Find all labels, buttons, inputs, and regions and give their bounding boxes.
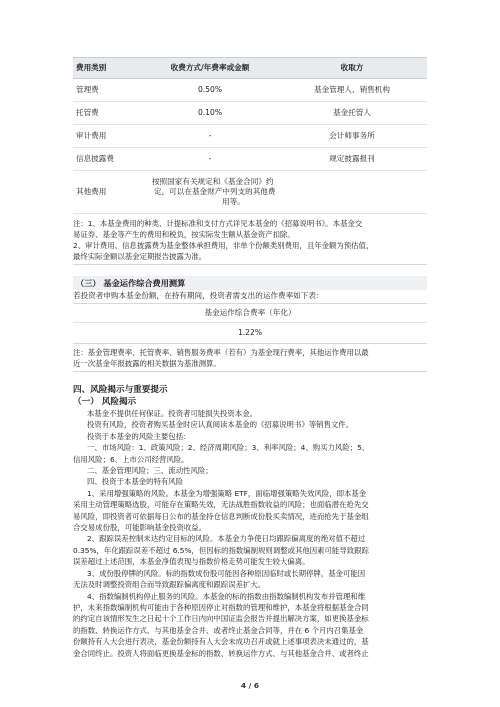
risk-text-line: 投资有风险，投资者购买基金时应认真阅读本基金的《招募说明书》等销售文件。 bbox=[87, 420, 354, 430]
risk-text-line: 的约定自该情形发生之日起十个工作日内向中国证监会报告并提出解决方案，如更换基金标 bbox=[73, 614, 369, 624]
risk-paragraph bbox=[73, 419, 427, 430]
risk-section-title: 四、风险揭示与重要提示 bbox=[73, 385, 168, 395]
risk-paragraph bbox=[73, 488, 427, 534]
risk-paragraph bbox=[73, 442, 427, 465]
risk-paragraph bbox=[73, 476, 427, 487]
ofc-notes bbox=[73, 347, 427, 372]
note-line: 2、审计费用、信息披露费为基金整体承担费用，非单个份额类别费用，且年金额为预估值， bbox=[73, 241, 374, 250]
fee-table-notes bbox=[73, 218, 427, 265]
risk-subsection-title: （一） 风险揭示 bbox=[73, 397, 137, 407]
risk-text-line: 份额持有人大会进行表决，基金份额持有人大会未成功召开或就上述事项表决未通过的，基 bbox=[73, 637, 369, 647]
risk-text-line: 误差超过上述范围，本基金净值表现与指数价格走势可能发生较大偏离。 bbox=[73, 557, 310, 567]
fee-rate-cell: - bbox=[143, 125, 277, 148]
page-number: 4 / 6 bbox=[240, 681, 260, 690]
note-line: 易证券、基金等产生的费用和税负，按实际发生额从基金资产扣除。 bbox=[73, 230, 295, 239]
risk-text-line: 本基金不提供任何保证。投资者可能损失投资本金。 bbox=[87, 409, 257, 418]
risk-paragraph bbox=[73, 568, 427, 591]
fee-recipient-cell: 规定披露报刊 bbox=[277, 148, 427, 171]
fee-category-cell: 信息披露费 bbox=[73, 148, 143, 171]
table-row bbox=[73, 102, 427, 125]
risk-paragraph bbox=[73, 408, 427, 419]
other-fee-desc-line: 按照国家有关规定和《基金合同》约 bbox=[152, 177, 274, 186]
note-line: 近一次基金年报披露的相关数据为基准测算。 bbox=[73, 359, 221, 368]
fee-category-cell: 审计费用 bbox=[73, 125, 143, 148]
risk-text-line: 金合同终止。投资人将面临更换基金标的指数、转换运作方式、与其他基金合并、或者终止 bbox=[73, 648, 369, 658]
header-fee-category: 费用类别 bbox=[73, 58, 143, 79]
note-line: 注：1、本基金费用的种类、计提标准和支付方式详见本基金的《招募说明书》。本基金交 bbox=[73, 219, 363, 228]
table-row bbox=[73, 125, 427, 148]
ofc-rate-label: 基金运作综合费率（年化） bbox=[73, 303, 427, 323]
risk-paragraph bbox=[73, 431, 427, 442]
risk-text-line: 4、指数编制机构停止服务的风险。本基金的标的指数由指数编制机构发布并管理和维 bbox=[87, 591, 366, 601]
risk-paragraph bbox=[73, 591, 427, 659]
fee-recipient-cell: 会计师事务所 bbox=[277, 125, 427, 148]
fee-recipient-cell: 基金托管人 bbox=[277, 102, 427, 125]
fee-category-cell: 其他费用 bbox=[73, 171, 143, 214]
risk-text-line: 2、跟踪误差控制未达约定目标的风险。本基金力争使日均跟踪偏离度的绝对值不超过 bbox=[87, 534, 366, 544]
other-fee-description bbox=[143, 171, 427, 214]
risk-text-line: 二、基金管理风险；三、流动性风险； bbox=[87, 466, 213, 476]
risk-text-line: 0.35%，年化跟踪误差不超过 6.5%，但因标的指数编制规则调整或其他因素可能导致跟踪 bbox=[73, 545, 369, 555]
note-line: 最终实际金额以基金定期报告披露为准。 bbox=[73, 252, 207, 261]
risk-paragraph bbox=[73, 533, 427, 567]
fee-rate-cell: 0.50% bbox=[143, 79, 277, 102]
risk-text-line: 四、投资于本基金的特有风险 bbox=[87, 477, 184, 487]
risk-text-line: 一、市场风险：1、政策风险；2、经济周期风险；3、利率风险；4、购买力风险；5、 bbox=[87, 443, 370, 453]
other-fee-desc-line: 用等。 bbox=[222, 197, 245, 206]
risk-text-line: 的指数、转换运作方式、与其他基金合并、或者终止基金合同等，并在 6 个月内召集基金 bbox=[73, 625, 364, 635]
table-row bbox=[73, 171, 427, 214]
table-row bbox=[73, 79, 427, 102]
other-fee-desc-line: 定，可以在基金财产中列支的其他费 bbox=[154, 187, 276, 196]
document-body bbox=[73, 57, 427, 659]
table-row bbox=[73, 148, 427, 171]
fee-recipient-cell: 基金管理人、销售机构 bbox=[277, 79, 427, 102]
risk-text-line: 易风险，即投资者可依据每日公布的基金持仓信息判断成份股买卖情况，进而抢先于基金组 bbox=[73, 511, 369, 521]
header-fee-rate: 收费方式/年费率或金额 bbox=[143, 58, 277, 79]
risk-text-line: 1、采用增强策略的风险。本基金为增强策略 ETF，面临增强策略失效风险，即本基金 bbox=[87, 488, 367, 498]
risk-text-line: 无法及时调整投资组合而导致跟踪偏离度和跟踪误差扩大。 bbox=[73, 580, 266, 590]
ofc-section-title: （三） 基金运作综合费用测算 bbox=[73, 276, 427, 290]
risk-text-line: 3、成份股停牌的风险。标的指数成份股可能因各种原因临时或长期停牌，基金可能因 bbox=[87, 568, 366, 578]
fee-rate-cell: 0.10% bbox=[143, 102, 277, 125]
ofc-rate-value: 1.22% bbox=[73, 323, 427, 344]
fee-rate-cell: - bbox=[143, 148, 277, 171]
fee-table-header bbox=[73, 58, 427, 79]
risk-text-line: 采用主动管理策略选股，可能存在策略失效，无法战胜指数收益的风险；也面临潜在抢先交 bbox=[73, 500, 369, 510]
fee-category-cell: 管理费 bbox=[73, 79, 143, 102]
risk-text-line: 投资于本基金的风险主要包括： bbox=[87, 431, 191, 441]
ofc-intro: 若投资者申购本基金份额，在持有期间，投资者需支出的运作费率如下表： bbox=[73, 291, 324, 300]
risk-text-line: 护，未来指数编制机构可能由于各种原因停止对指数的管理和维护，本基金将根据基金合同 bbox=[73, 602, 369, 612]
fee-table bbox=[73, 57, 427, 214]
risk-text-line: 信用风险；6、上市公司经营风险。 bbox=[73, 454, 189, 464]
risk-text-line: 合交易成份股，可能影响基金投资收益。 bbox=[73, 523, 207, 533]
risk-paragraph bbox=[73, 465, 427, 476]
note-line: 注：基金管理费率、托管费率、销售服务费率（若有）为基金现行费率，其他运作费用以最 bbox=[73, 348, 369, 357]
header-fee-recipient: 收取方 bbox=[277, 58, 427, 79]
fee-category-cell: 托管费 bbox=[73, 102, 143, 125]
